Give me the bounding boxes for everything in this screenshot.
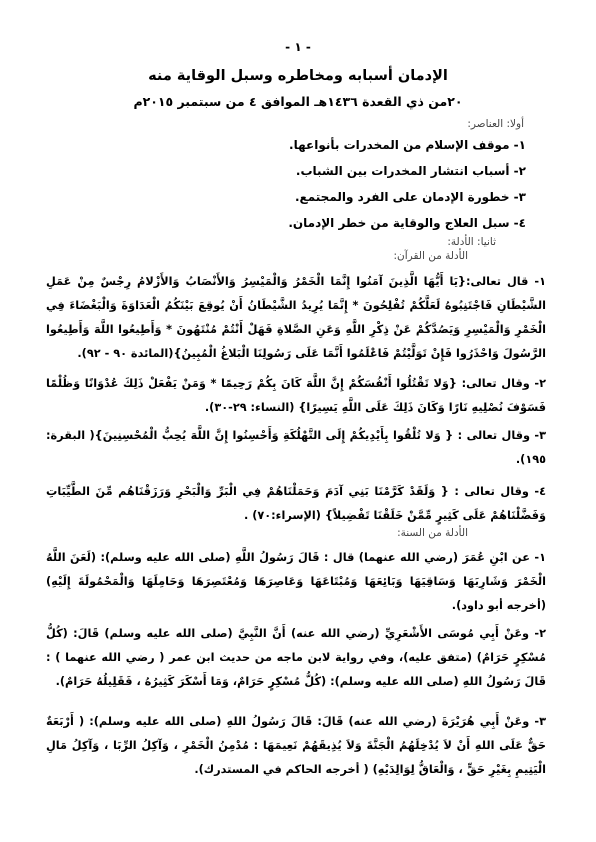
quran-heading: الأدلة من القرآن: xyxy=(393,250,468,262)
element-item: ٢- أسباب انتشار المخدرات بين الشباب. xyxy=(295,164,526,178)
hadith-item: ٢- وعَنْ أَبِي مُوسَى الأَشْعَرِيِّ (رضي الله عنه) أَنَّ النَّبِيَّ (صلى الله عليه وسلم) قَالَ: (كُلُّ مُسْكِرٍ حَرَامٌ) (متفق عليه)، وفي رواية لابن ماجه من حديث ابن عمر ( رضي الله عنهما ) : قَالَ رَسُولُ اللهِ (صلى الله عليه وسلم): (كُلُّ مُسْكِرٍ حَرَامٌ، وَمَا أَسْكَرَ كَثِيرُهُ ، فَقَلِيلُهُ حَرَامٌ). xyxy=(46,627,546,688)
page-title: الإدمان أسبابه ومخاطره وسبل الوقاية منه xyxy=(148,68,448,84)
sermon-date: ٢٠من ذي القعدة ١٤٣٦هـ الموافق ٤ من سبتمبر ٢٠١٥م xyxy=(133,94,463,109)
quran-verse-item: ٣- وقال تعالى : { وَلا تُلْقُوا بِأَيْدِيكُمْ إِلَى التَّهْلُكَةِ وَأَحْسِنُوا إِنَّ اللَّهَ يُحِبُّ الْمُحْسِنِينَ}( البقرة: ١٩٥). xyxy=(46,429,546,466)
quran-verse-item: ٤- وقال تعالى : { وَلَقَدْ كَرَّمْنَا بَنِي آدَمَ وَحَمَلْنَاهُمْ فِي الْبَرِّ وَالْبَحْرِ وَرَزَقْنَاهُم مِّنَ الطَّيِّبَاتِ وَفَضَّلْنَاهُمْ عَلَى كَثِيرٍ مِّمَّنْ خَلَقْنَا تَفْضِيلاً} (الإسراء:٧٠) . xyxy=(46,485,546,522)
element-item: ٣- خطورة الإدمان على الفرد والمجتمع. xyxy=(294,190,526,204)
element-item: ١- موقف الإسلام من المخدرات بأنواعها. xyxy=(289,138,526,152)
hadith-item: ١- عن ابْنِ عُمَرَ (رضي الله عنهما) قال : قَالَ رَسُولُ اللَّهِ (صلى الله عليه وسلم): (لَعَنَ اللَّهُ الْخَمْرَ وَشَارِبَهَا وَسَاقِيَهَا وَبَائِعَهَا وَمُبْتَاعَهَا وَعَاصِرَهَا وَمُعْتَصِرَهَا وَحَامِلَهَا وَالْمَحْمُولَةَ إِلَيْهِ) (أخرجه أبو داود). xyxy=(46,551,546,612)
page-number: - ١ - xyxy=(285,40,311,54)
quran-verse-item: ١- قال تعالى:{يَا أَيُّهَا الَّذِينَ آمَنُوا إِنَّمَا الْخَمْرُ وَالْمَيْسِرُ وَالأَنْصَابُ وَالأَزْلامُ رِجْسٌ مِنْ عَمَلِ الشَّيْطَانِ فَاجْتَنِبُوهُ لَعَلَّكُمْ تُفْلِحُونَ * إِنَّمَا يُرِيدُ الشَّيْطَانُ أَنْ يُوقِعَ بَيْنَكُمُ الْعَدَاوَةَ وَالْبَغْضَاءَ فِي الْخَمْرِ وَالْمَيْسِرِ وَيَصُدَّكُمْ عَنْ ذِكْرِ اللَّهِ وَعَنِ الصَّلاةِ فَهَلْ أَنْتُمْ مُنْتَهُونَ * وَأَطِيعُوا اللَّهَ وَأَطِيعُوا الرَّسُولَ وَاحْذَرُوا فَإِنْ تَوَلَّيْتُمْ فَاعْلَمُوا أَنَّمَا عَلَى رَسُولِنَا الْبَلاغُ الْمُبِينُ}(المائدة ٩٠ - ٩٢). xyxy=(46,275,546,360)
hadith-item: ٣- وعَنْ أَبِي هُرَيْرَةَ (رضي الله عنه) قَالَ: قَالَ رَسُولُ اللهِ (صلى الله عليه وسلم): ( أَرْبَعَةٌ حَقٌّ عَلَى اللهِ أَنْ لاَ يُدْخِلَهُمُ الْجَنَّةَ وَلاَ يُذِيقَهُمْ نَعِيمَهَا : مُدْمِنُ الْخَمْرِ ، وَآكِلُ الرِّبَا ، وَآكِلُ مَالِ الْيَتِيمِ بِغَيْرِ حَقٍّ ، وَالْعَاقُّ لِوَالِدَيْهِ) ( أخرجه الحاكم في المستدرك). xyxy=(46,715,546,776)
quran-verse-item: ٢- وقال تعالى: {وَلا تَقْتُلُوا أَنْفُسَكُمْ إِنَّ اللَّهَ كَانَ بِكُمْ رَحِيمًا * وَمَنْ يَفْعَلْ ذَلِكَ عُدْوَانًا وَظُلْمًا فَسَوْفَ نُصْلِيهِ نَارًا وَكَانَ ذَلِكَ عَلَى اللَّهِ يَسِيرًا} (النساء: ٢٩-٣٠). xyxy=(46,377,546,414)
sunnah-heading: الأدلة من السنة: xyxy=(397,527,468,539)
element-item: ٤- سبل العلاج والوقاية من خطر الإدمان. xyxy=(288,216,526,230)
evidence-heading: ثانيا: الأدلة: xyxy=(447,236,496,248)
elements-heading: أولا: العناصر: xyxy=(467,118,524,130)
